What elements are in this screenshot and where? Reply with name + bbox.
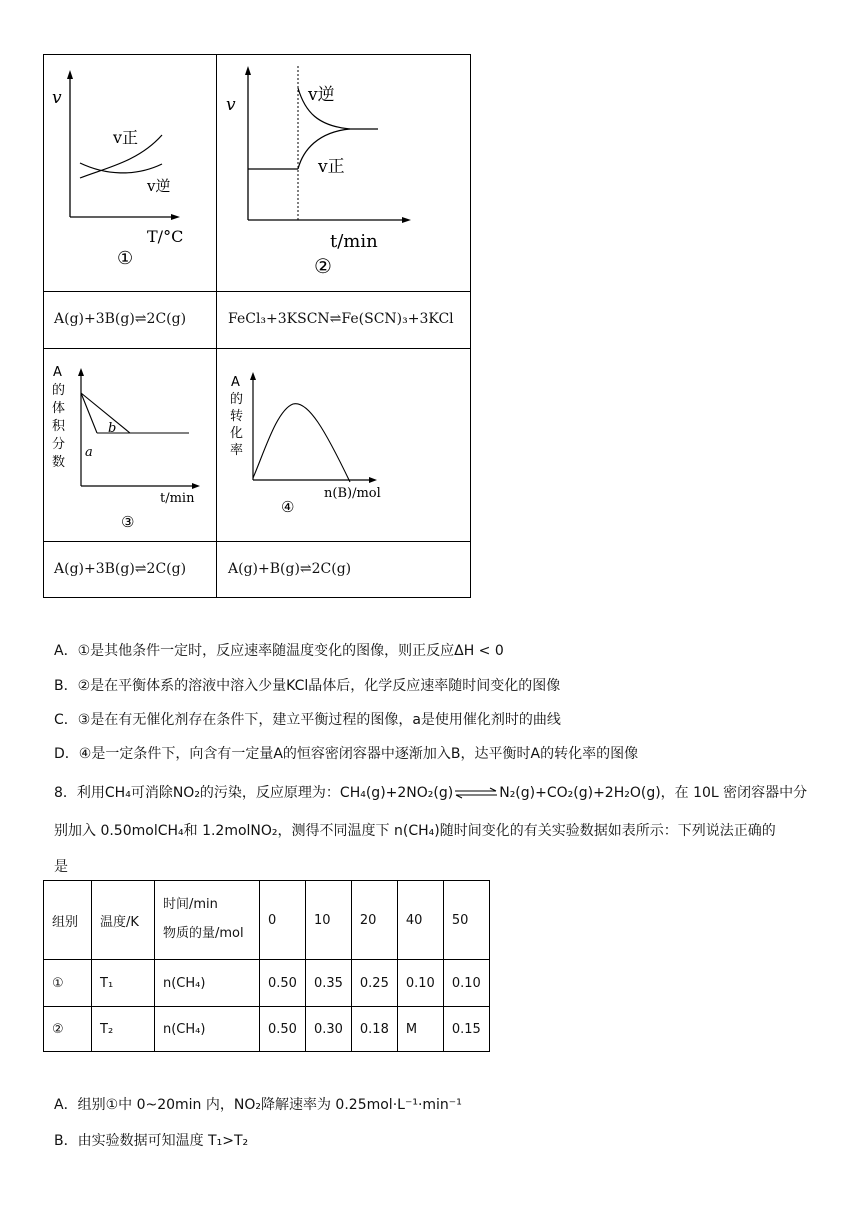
header-temp: 温度/K: [92, 881, 155, 960]
header-time-40: 40: [397, 881, 443, 960]
panel2-y-label: v: [226, 95, 236, 115]
row1-quantity: n(CH₄): [155, 960, 260, 1007]
table-header-row: [44, 881, 490, 960]
panel4-number: ④: [281, 498, 295, 516]
row1-value: 0.35: [305, 960, 351, 1007]
panel3-number: ③: [121, 513, 135, 531]
panel3-curve-a: a: [85, 445, 93, 460]
row2-value: M: [397, 1007, 443, 1052]
panel3-curve-b: b: [108, 421, 117, 436]
panel3-equation: A(g)+3B(g)⇌2C(g): [54, 561, 187, 577]
panel3-y-label: A 的 体 积 分 数: [52, 365, 66, 470]
row1-group: ①: [44, 960, 92, 1007]
row2-value: 0.30: [305, 1007, 351, 1052]
q8-option-b: B．由实验数据可知温度 T₁>T₂: [54, 1133, 249, 1149]
row2-temp: T₂: [92, 1007, 155, 1052]
equilibrium-arrow-icon: [454, 787, 498, 799]
q8-stem-line1: [54, 782, 807, 802]
panel2-graph: [226, 66, 411, 278]
table-row: [44, 960, 490, 1007]
panel2-equation: FeCl₃+3KSCN⇌Fe(SCN)₃+3KCl: [228, 311, 454, 327]
row2-value: 0.50: [260, 1007, 306, 1052]
panel3-x-label: t/min: [160, 491, 195, 506]
q7-option-c: C．③是在有无催化剂存在条件下，建立平衡过程的图像，a是使用催化剂时的曲线: [54, 712, 561, 728]
header-time-label: 时间/min: [163, 897, 218, 913]
q8-option-a: A．组别①中 0~20min 内，NO₂降解速率为 0.25mol·L⁻¹·min⁻¹: [54, 1097, 462, 1113]
q8-stem-line2: 别加入 0.50molCH₄和 1.2molNO₂，测得不同温度下 n(CH₄)随时间变化的有关实验数据如表所示：下列说法正确的: [54, 823, 776, 839]
panel2-number: ②: [314, 254, 332, 278]
panel3-graph: [52, 365, 200, 531]
panel1-y-label: v: [52, 88, 62, 108]
panel4-y-label: A 的 转 化 率: [230, 375, 244, 458]
panel1-number: ①: [117, 248, 134, 269]
panel2-x-label: t/min: [330, 231, 378, 252]
row2-value: 0.15: [443, 1007, 489, 1052]
panel2-forward-label: v正: [318, 157, 345, 177]
panel1-graph: [52, 70, 183, 269]
row2-quantity: n(CH₄): [155, 1007, 260, 1052]
header-diagonal: [155, 881, 260, 960]
row1-temp: T₁: [92, 960, 155, 1007]
panel4-equation: A(g)+B(g)⇌2C(g): [228, 561, 352, 577]
panel1-x-label: T/°C: [147, 227, 184, 246]
header-time-20: 20: [351, 881, 397, 960]
row2-value: 0.18: [351, 1007, 397, 1052]
q7-option-b: B．②是在平衡体系的溶液中溶入少量KCl晶体后，化学反应速率随时间变化的图像: [54, 678, 561, 694]
panel1-equation: A(g)+3B(g)⇌2C(g): [54, 311, 187, 327]
q8-stem-start: 8．利用CH₄可消除NO₂的污染，反应原理为：CH₄(g)+2NO₂(g): [54, 785, 454, 801]
row1-value: 0.10: [397, 960, 443, 1007]
row1-value: 0.10: [443, 960, 489, 1007]
q7-option-a: A．①是其他条件一定时，反应速率随温度变化的图像，则正反应ΔH < 0: [54, 643, 504, 659]
header-time-10: 10: [305, 881, 351, 960]
panel1-forward-label: v正: [113, 128, 139, 147]
q8-stem-end: N₂(g)+CO₂(g)+2H₂O(g)，在 10L 密闭容器中分: [499, 785, 808, 801]
table-row: [44, 1007, 490, 1052]
panel4-graph: [230, 372, 381, 516]
header-group: 组别: [44, 881, 92, 960]
experiment-data-table: [43, 880, 490, 1052]
row1-value: 0.25: [351, 960, 397, 1007]
panel1-reverse-label: v逆: [147, 177, 171, 195]
header-time-50: 50: [443, 881, 489, 960]
panel2-reverse-label: v逆: [308, 85, 335, 105]
row1-value: 0.50: [260, 960, 306, 1007]
row2-group: ②: [44, 1007, 92, 1052]
panel4-x-label: n(B)/mol: [324, 486, 381, 501]
header-time-0: 0: [260, 881, 306, 960]
header-amount-label: 物质的量/mol: [163, 926, 244, 941]
q7-option-d: D．④是一定条件下，向含有一定量A的恒容密闭容器中逐渐加入B，达平衡时A的转化率的图像: [54, 746, 639, 762]
q8-stem-line3: 是: [54, 859, 68, 875]
